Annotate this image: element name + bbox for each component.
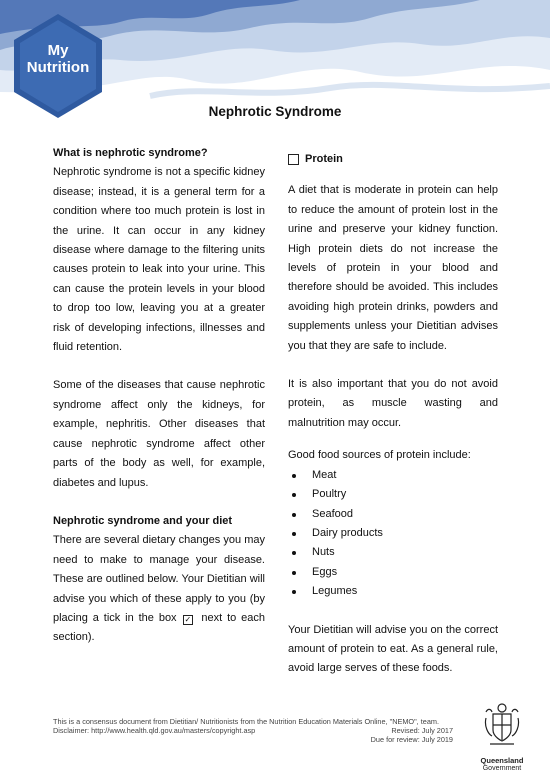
diet-paragraph-text: There are several dietary changes you may need to make to manage your disease. These are outlined below. Your Dietitian will advise you which of these apply to you (by placing a tick in the box xyxy=(53,534,265,624)
left-column xyxy=(53,144,265,648)
queensland-government-logo xyxy=(470,700,534,774)
checkbox-icon[interactable] xyxy=(288,154,299,165)
diet-heading: Nephrotic syndrome and your diet xyxy=(53,514,233,527)
government-sub: Government xyxy=(482,765,522,772)
sources-intro: Good food sources of protein include: xyxy=(288,449,471,462)
list-item: Poultry xyxy=(288,485,498,504)
page-title: Nephrotic Syndrome xyxy=(208,104,342,119)
crest-icon xyxy=(480,700,524,750)
protein-paragraph-1: A diet that is moderate in protein can help to reduce the amount of protein lost in the urine and preserve your kidney function. High protein diets do not increase the levels of protein in your blood and therefore should be avoided. This includes avoiding high protein drinks, powders and supplements unless your Dietitian advises you that they are safe to include. xyxy=(288,184,498,352)
list-item: Nuts xyxy=(288,543,498,562)
what-paragraph-1: Nephrotic syndrome is not a specific kidney disease; instead, it is a general term for a condition where too much protein is lost in the urine. It can occur in any kidney disease where damage to the filtering units causes protein to leak into your urine. This can cause the protein levels in your blood to drop too low, leaving you at a greater risk of developing infections, illnesses and fluid retention. xyxy=(53,166,265,354)
right-column xyxy=(288,144,498,679)
list-item: Eggs xyxy=(288,563,498,582)
checked-box-icon: ✓ xyxy=(183,615,193,625)
list-item: Dairy products xyxy=(288,524,498,543)
protein-heading xyxy=(288,150,498,169)
government-name: Queensland xyxy=(480,756,524,765)
protein-paragraph-3: Your Dietitian will advise you on the correct amount of protein to eat. As a general rule, avoid large serves of these foods. xyxy=(288,623,498,675)
diet-paragraph xyxy=(53,531,265,647)
footer-review: Due for review: July 2019 xyxy=(370,735,453,744)
what-paragraph-2: Some of the diseases that cause nephrotic syndrome affect only the kidneys, for example, nephritis. Other diseases that cause nephrotic syndrome affect other parts of the body as well, for example, diabetes and lupus. xyxy=(53,379,265,489)
footer-consensus: This is a consensus document from Dietitian/ Nutritionists from the Nutrition Education Materials Online, "NEMO", team. xyxy=(53,717,439,726)
footer-revised: Revised: July 2017 xyxy=(391,726,453,735)
protein-sources-list xyxy=(288,466,498,602)
logo-line-2: Nutrition xyxy=(26,59,90,76)
logo-line-1: My xyxy=(47,42,69,59)
list-item: Seafood xyxy=(288,505,498,524)
protein-heading-label: Protein xyxy=(305,153,343,165)
footer-disclaimer: Disclaimer: http://www.health.qld.gov.au/masters/copyright.asp xyxy=(53,726,256,735)
diet-paragraph-end: next to each section). xyxy=(53,611,265,644)
my-nutrition-logo xyxy=(18,42,98,76)
footer xyxy=(53,717,453,744)
list-item: Meat xyxy=(288,466,498,485)
protein-paragraph-2: It is also important that you do not avoid protein, as muscle wasting and malnutrition may occur. xyxy=(288,378,498,429)
what-heading: What is nephrotic syndrome? xyxy=(53,147,208,159)
list-item: Legumes xyxy=(288,582,498,601)
